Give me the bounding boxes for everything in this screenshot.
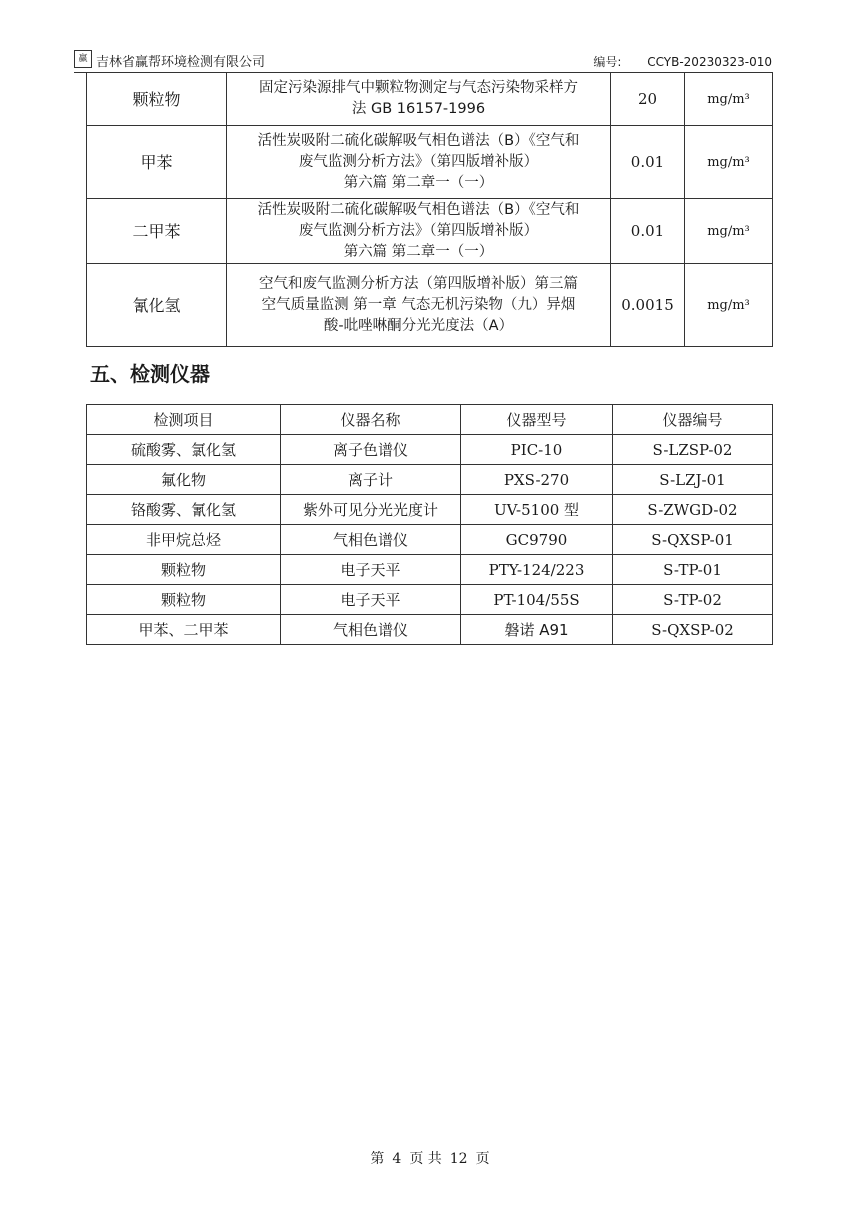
method-line: 法 GB 16157-1996	[351, 101, 486, 117]
limit-unit: mg/m³	[685, 264, 773, 347]
column-header: 仪器型号	[461, 405, 613, 435]
method-description	[227, 264, 611, 347]
detection-limit: 0.0015	[611, 264, 685, 347]
section-title: 五、检测仪器	[90, 362, 210, 386]
detection-limit: 0.01	[611, 126, 685, 199]
table-header-row	[87, 405, 773, 435]
method-line: 第六篇 第二章一（一）	[343, 243, 494, 260]
test-item: 非甲烷总烃	[87, 525, 281, 555]
instrument-name: 气相色谱仪	[281, 525, 461, 555]
method-line: 活性炭吸附二硫化碳解吸气相色谱法（B）《空气和	[257, 201, 580, 218]
instrument-id: S-LZSP-02	[613, 435, 773, 465]
document-code-label: 编号:	[593, 55, 622, 69]
detection-limit: 20	[611, 73, 685, 126]
document-code-value: CCYB-20230323-010	[647, 55, 772, 69]
method-item: 甲苯	[87, 126, 227, 199]
method-item: 氰化氢	[87, 264, 227, 347]
instrument-id: S-ZWGD-02	[613, 495, 773, 525]
instruments-table	[86, 404, 773, 645]
instrument-name: 离子计	[281, 465, 461, 495]
table-row	[87, 495, 773, 525]
instrument-model: PTY-124/223	[461, 555, 613, 585]
methods-table	[86, 72, 773, 347]
test-item: 甲苯、二甲苯	[87, 615, 281, 645]
table-row	[87, 615, 773, 645]
table-row	[87, 126, 773, 199]
instrument-id: S-QXSP-01	[613, 525, 773, 555]
instrument-model: GC9790	[461, 525, 613, 555]
method-line: 废气监测分析方法》（第四版增补版）	[298, 153, 539, 170]
page-header	[74, 50, 772, 70]
company-logo-icon: 赢	[74, 50, 92, 68]
instrument-id: S-TP-02	[613, 585, 773, 615]
instrument-name: 电子天平	[281, 555, 461, 585]
table-row	[87, 264, 773, 347]
methods-table-body	[87, 73, 773, 347]
total-pages: 12	[449, 1151, 468, 1167]
table-row	[87, 435, 773, 465]
instrument-name: 电子天平	[281, 585, 461, 615]
method-item: 颗粒物	[87, 73, 227, 126]
page-number	[0, 1148, 860, 1168]
method-description	[227, 199, 611, 264]
page-suffix: 页	[475, 1151, 490, 1167]
table-row	[87, 73, 773, 126]
instrument-name: 离子色谱仪	[281, 435, 461, 465]
current-page: 4	[392, 1151, 402, 1167]
method-line: 第六篇 第二章一（一）	[343, 174, 494, 191]
instrument-id: S-LZJ-01	[613, 465, 773, 495]
method-line: 活性炭吸附二硫化碳解吸气相色谱法（B）《空气和	[257, 132, 580, 149]
instruments-table-body	[87, 405, 773, 645]
test-item: 硫酸雾、氯化氢	[87, 435, 281, 465]
column-header: 仪器编号	[613, 405, 773, 435]
table-row	[87, 465, 773, 495]
instrument-model: PIC-10	[461, 435, 613, 465]
test-item: 氟化物	[87, 465, 281, 495]
document-code	[593, 53, 772, 70]
method-line: 酸-吡唑啉酮分光光度法（A）	[323, 317, 514, 334]
detection-limit: 0.01	[611, 199, 685, 264]
page-prefix: 第	[370, 1151, 385, 1167]
method-item: 二甲苯	[87, 199, 227, 264]
instrument-model: PXS-270	[461, 465, 613, 495]
page-middle: 页 共	[409, 1151, 442, 1167]
instrument-name: 紫外可见分光光度计	[281, 495, 461, 525]
limit-unit: mg/m³	[685, 199, 773, 264]
table-row	[87, 199, 773, 264]
column-header: 检测项目	[87, 405, 281, 435]
limit-unit: mg/m³	[685, 126, 773, 199]
method-description	[227, 73, 611, 126]
test-item: 颗粒物	[87, 585, 281, 615]
method-description	[227, 126, 611, 199]
company-name: 吉林省赢帮环境检测有限公司	[96, 55, 266, 70]
test-item: 铬酸雾、氰化氢	[87, 495, 281, 525]
limit-unit: mg/m³	[685, 73, 773, 126]
table-row	[87, 585, 773, 615]
test-item: 颗粒物	[87, 555, 281, 585]
instrument-model: UV-5100 型	[461, 495, 613, 525]
column-header: 仪器名称	[281, 405, 461, 435]
table-row	[87, 555, 773, 585]
instrument-id: S-TP-01	[613, 555, 773, 585]
method-line: 空气质量监测 第一章 气态无机污染物（九）异烟	[261, 296, 576, 313]
instrument-id: S-QXSP-02	[613, 615, 773, 645]
instrument-name: 气相色谱仪	[281, 615, 461, 645]
instrument-model: 磐诺 A91	[461, 615, 613, 645]
method-line: 废气监测分析方法》（第四版增补版）	[298, 222, 539, 239]
table-row	[87, 525, 773, 555]
method-line: 固定污染源排气中颗粒物测定与气态污染物采样方	[259, 80, 578, 96]
method-line: 空气和废气监测分析方法（第四版增补版）第三篇	[259, 275, 578, 292]
instrument-model: PT-104/55S	[461, 585, 613, 615]
